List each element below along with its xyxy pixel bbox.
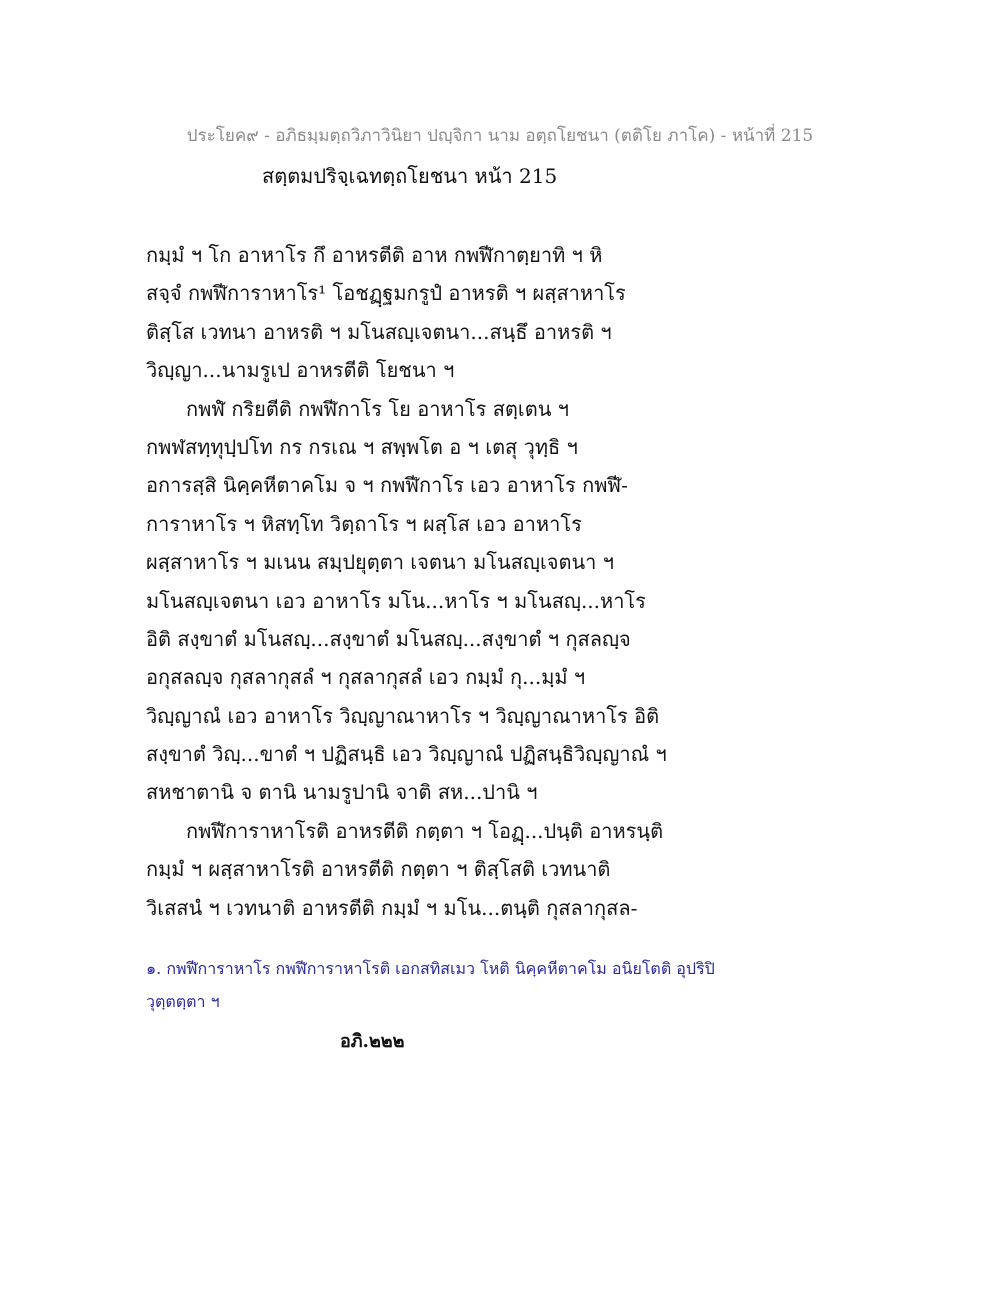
body-line: สจฺจํ กพฬีการาหาโร¹ โอชฏฺฐมกรูปํ อาหรติ ฯ ผสฺสาหาโร <box>146 281 626 306</box>
body-line: กพฬีการาหาโรติ อาหรตีติ กตฺตา ฯ โอฏฺ...ปนฺติ อาหรนฺติ <box>186 818 664 843</box>
body-line: กมฺมํ ฯ ผสฺสาหาโรติ อาหรตีติ กตฺตา ฯ ติสฺโสติ เวทนาติ <box>146 857 611 882</box>
running-header: ประโยค๙ - อภิธมฺมตฺถวิภาวินิยา ปญฺจิกา นาม อตฺถโยชนา (ตติโย ภาโค) - หน้าที่ 215 <box>186 126 814 146</box>
body-line: อการสฺสิ นิคฺคหีตาคโม จ ฯ กพฬีกาโร เอว อาหาโร กพฬี- <box>146 473 628 498</box>
body-line: อกุสลญฺจ กุสลากุสลํ ฯ กุสลากุสลํ เอว กมฺมํ กุ...มฺมํ ฯ <box>146 665 586 690</box>
body-line: กพฬสทฺทุปฺปโท กร กรเณ ฯ สพฺพโต อ ฯ เตสุ วุทฺธิ ฯ <box>146 434 578 459</box>
body-line: วิญฺญาณํ เอว อาหาโร วิญฺญาณาหาโร ฯ วิญฺญาณาหาโร อิติ <box>146 703 660 728</box>
body-line: กพฬํ กริยตีติ กพฬีกาโร โย อาหาโร สตฺเตน ฯ <box>186 396 569 421</box>
body-line: วิเสสนํ ฯ เวทนาติ อาหรตีติ กมฺมํ ฯ มโน...ตนฺติ กุสลากุสล- <box>146 895 638 920</box>
body-line: วิญฺญา...นามรูเป อาหรตีติ โยชนา ฯ <box>146 358 455 383</box>
body-line: กมฺมํ ฯ โก อาหาโร กึ อาหรตีติ อาห กพฬีกาตฺยาทิ ฯ หิ <box>146 243 603 267</box>
body-line: สหชาตานิ จ ตานิ นามรูปานิ จาติ สห...ปานิ ฯ <box>146 780 538 805</box>
body-text <box>146 236 786 927</box>
body-line: อิติ สงฺขาตํ มโนสญฺ...สงฺขาตํ มโนสญฺ...สงฺขาตํ ฯ กุสลญฺจ <box>146 626 631 651</box>
body-line: ติสฺโส เวทนา อาหรติ ฯ มโนสญฺเจตนา...สนฺธึ อาหรติ ฯ <box>146 319 612 344</box>
section-title: สตฺตมปริจฺเฉทตฺถโยชนา หน้า 215 <box>262 164 558 188</box>
footnote-line: ๑. กพฬีการาหาโร กพฬีการาหาโรติ เอกสทิสเมว โหติ นิคฺคหีตาคโม อนิยโตติ อุปริปิ <box>146 959 715 978</box>
body-line: การาหาโร ฯ หิสทฺโท วิตฺถาโร ฯ ผสฺโส เอว อาหาโร <box>146 511 582 536</box>
body-line: มโนสญฺเจตนา เอว อาหาโร มโน...หาโร ฯ มโนสญฺ...หาโร <box>146 588 646 613</box>
body-line: ผสฺสาหาโร ฯ มเนน สมฺปยุตฺตา เจตนา มโนสญฺเจตนา ฯ <box>146 550 614 575</box>
footnote <box>146 952 826 1018</box>
body-line: สงฺขาตํ วิญฺ...ขาตํ ฯ ปฏิสนฺธิ เอว วิญฺญาณํ ปฏิสนฺธิวิญฺญาณํ ฯ <box>146 742 667 767</box>
page-reference: อภิ.๒๒๒ <box>340 1031 405 1052</box>
footnote-line: วุตฺตตฺตา ฯ <box>146 992 220 1011</box>
